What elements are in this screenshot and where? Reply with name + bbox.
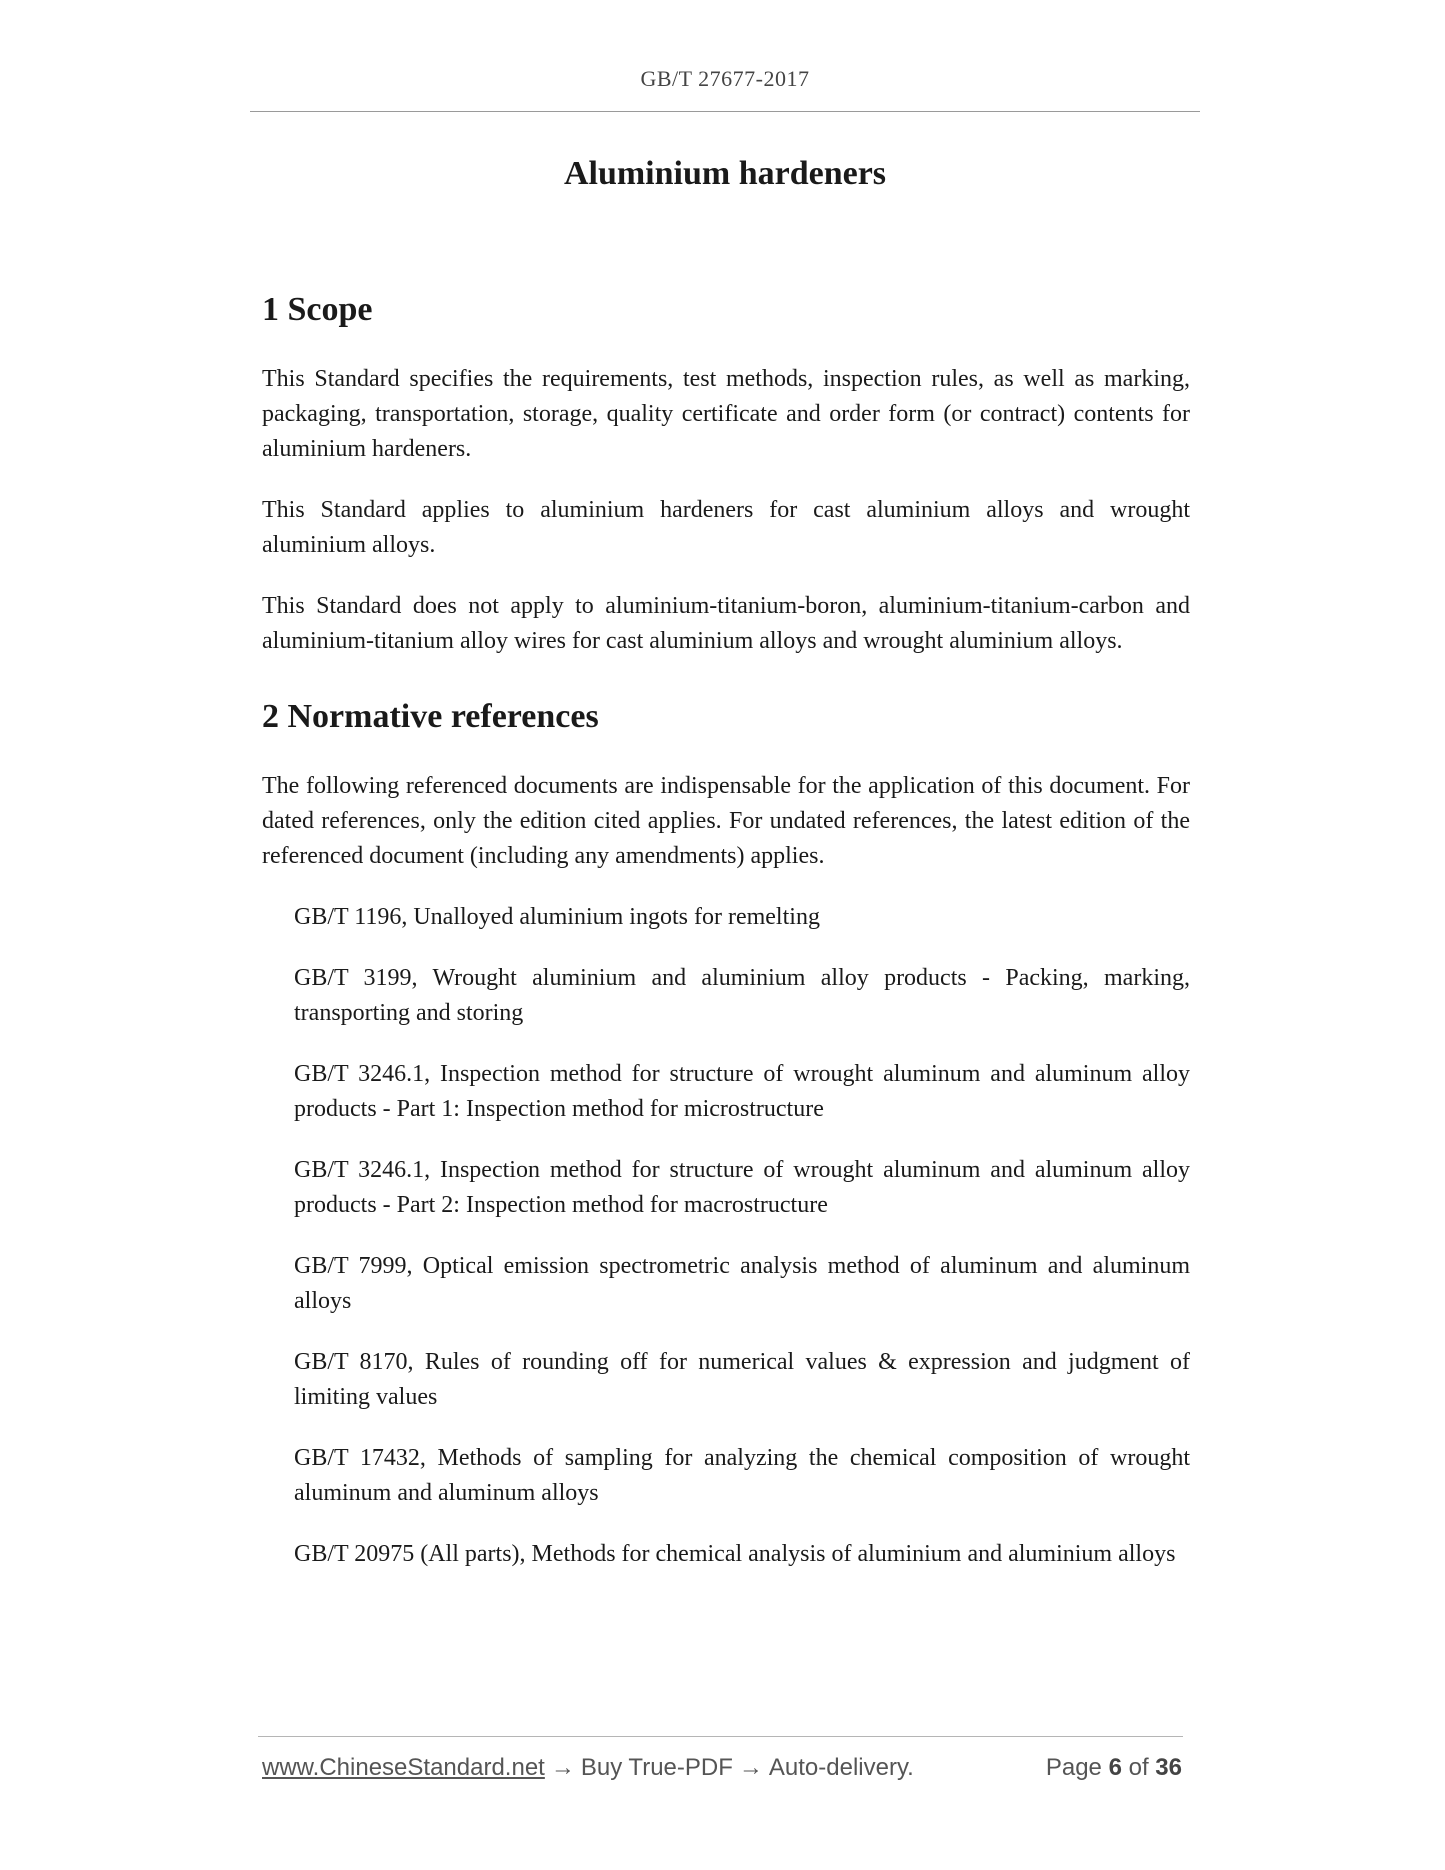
buy-true-pdf-text: Buy True-PDF xyxy=(580,1754,733,1781)
footer-promo xyxy=(262,1754,914,1782)
reference-item: GB/T 17432, Methods of sampling for analyzing the chemical composition of wrought aluminum and aluminum alloys xyxy=(294,1445,1190,1506)
page-current: 6 xyxy=(1108,1754,1122,1781)
reference-item: GB/T 20975 (All parts), Methods for chemical analysis of aluminium and aluminium alloys xyxy=(294,1541,1176,1567)
section-normative-references xyxy=(262,697,1190,1572)
reference-item: GB/T 3199, Wrought aluminium and aluminium alloy products - Packing, marking, transporting and storing xyxy=(294,965,1190,1026)
page-label: Page xyxy=(1045,1754,1102,1781)
reference-item: GB/T 1196, Unalloyed aluminium ingots for remelting xyxy=(294,904,820,930)
scope-paragraph: This Standard specifies the requirements, test methods, inspection rules, as well as marking, packaging, transportation, storage, quality certificate and order form (or contract) contents for aluminium hardeners. xyxy=(262,366,1190,462)
auto-delivery-text: Auto-delivery. xyxy=(768,1754,914,1781)
reference-item: GB/T 7999, Optical emission spectrometric analysis method of aluminum and aluminum alloys xyxy=(294,1253,1190,1314)
reference-item: GB/T 8170, Rules of rounding off for numerical values & expression and judgment of limiting values xyxy=(294,1349,1190,1410)
page-title: Aluminium hardeners xyxy=(563,155,887,192)
reference-item: GB/T 3246.1, Inspection method for structure of wrought aluminum and aluminum alloy products - Part 1: Inspection method for microstructure xyxy=(294,1061,1190,1122)
scope-paragraph: This Standard applies to aluminium hardeners for cast aluminium alloys and wrought aluminium alloys. xyxy=(262,497,1190,558)
page-indicator xyxy=(1046,1754,1182,1782)
document-body xyxy=(262,290,1190,1598)
section-heading-normative-references: 2 Normative references xyxy=(262,698,599,735)
header-divider xyxy=(250,111,1200,112)
footer-divider xyxy=(258,1736,1183,1737)
page-total: 36 xyxy=(1155,1754,1182,1781)
site-link[interactable]: www.ChineseStandard.net xyxy=(262,1754,545,1781)
scope-paragraph: This Standard does not apply to aluminium-titanium-boron, aluminium-titanium-carbon and aluminium-titanium alloy wires for cast aluminium alloys and wrought aluminium alloys. xyxy=(262,593,1190,654)
section-scope xyxy=(262,290,1190,659)
document-code-header: GB/T 27677-2017 xyxy=(640,66,810,91)
arrow-right-icon: → xyxy=(550,1754,575,1781)
page-of-label: of xyxy=(1128,1754,1149,1781)
normative-intro-paragraph: The following referenced documents are indispensable for the application of this document. For dated references, only the edition cited applies. For undated references, the latest edition of the referenced document (including any amendments) applies. xyxy=(262,773,1190,869)
reference-list xyxy=(262,900,1190,1572)
reference-item: GB/T 3246.1, Inspection method for structure of wrought aluminum and aluminum alloy products - Part 2: Inspection method for macrostructure xyxy=(294,1157,1190,1218)
section-heading-scope: 1 Scope xyxy=(262,291,373,328)
arrow-right-icon: → xyxy=(738,1754,763,1781)
